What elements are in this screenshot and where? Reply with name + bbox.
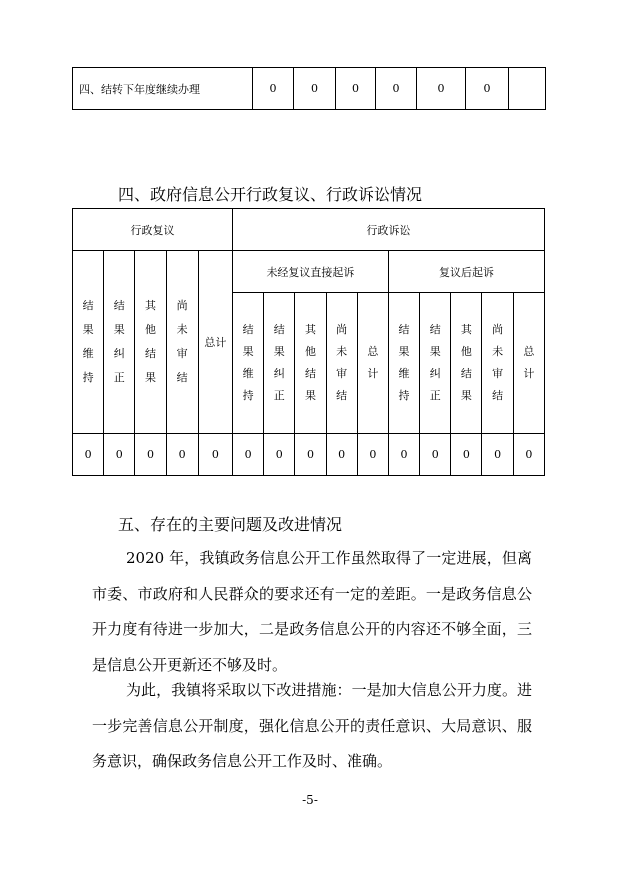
after-value: 0 [451, 434, 482, 476]
direct-col-header: 结果维持 [232, 293, 263, 434]
review-group-header: 行政复议 [73, 209, 233, 251]
review-col-header: 结果纠正 [104, 251, 135, 434]
carryover-value: 0 [376, 68, 417, 110]
carryover-value: 0 [417, 68, 466, 110]
direct-col-header: 尚未审结 [326, 293, 357, 434]
direct-value: 0 [357, 434, 388, 476]
review-value: 0 [166, 434, 198, 476]
after-review-litigation-header: 复议后起诉 [388, 251, 544, 293]
carryover-table [72, 67, 546, 110]
direct-litigation-header: 未经复议直接起诉 [232, 251, 388, 293]
review-value: 0 [135, 434, 166, 476]
direct-value: 0 [295, 434, 326, 476]
after-value: 0 [482, 434, 513, 476]
carryover-label: 四、结转下年度继续办理 [73, 68, 253, 110]
direct-value: 0 [326, 434, 357, 476]
after-col-header: 结果纠正 [420, 293, 451, 434]
header-row-1 [73, 209, 545, 251]
after-col-header: 尚未审结 [482, 293, 513, 434]
review-value: 0 [104, 434, 135, 476]
header-row-2 [73, 251, 545, 293]
after-col-header: 其他结果 [451, 293, 482, 434]
litigation-group-header: 行政诉讼 [232, 209, 544, 251]
review-col-header: 其他结果 [135, 251, 166, 434]
carryover-value: 0 [336, 68, 376, 110]
direct-col-header: 其他结果 [295, 293, 326, 434]
review-col-header: 结果维持 [73, 251, 104, 434]
after-value: 0 [420, 434, 451, 476]
after-value: 0 [513, 434, 544, 476]
review-col-header: 总计 [198, 251, 232, 434]
direct-value: 0 [264, 434, 295, 476]
direct-value: 0 [232, 434, 263, 476]
carryover-value [509, 68, 546, 110]
after-value: 0 [388, 434, 419, 476]
review-litigation-table [72, 208, 545, 476]
carryover-value: 0 [466, 68, 509, 110]
direct-col-header: 结果纠正 [264, 293, 295, 434]
after-col-header: 总计 [513, 293, 544, 434]
review-value: 0 [73, 434, 104, 476]
after-col-header: 结果维持 [388, 293, 419, 434]
review-value: 0 [198, 434, 232, 476]
issues-paragraph: 2020 年，我镇政务信息公开工作虽然取得了一定进展，但离市委、市政府和人民群众的要求还有一定的差距。一是政务信息公开力度有待进一步加大，二是政务信息公开的内容还不够全面，三是信息公开更新还不够及时。 [92, 549, 532, 674]
improvements-paragraph: 为此，我镇将采取以下改进措施：一是加大信息公开力度。进一步完善信息公开制度，强化信息公开的责任意识、大局意识、服务意识，确保政务信息公开工作及时、准确。 [92, 681, 532, 770]
page-number: -5- [302, 793, 318, 807]
section5-heading: 五、存在的主要问题及改进情况 [118, 515, 343, 534]
review-col-header: 尚未审结 [166, 251, 198, 434]
carryover-row [73, 68, 546, 110]
carryover-value: 0 [253, 68, 294, 110]
direct-col-header: 总计 [357, 293, 388, 434]
values-row [73, 434, 545, 476]
section4-heading: 四、政府信息公开行政复议、行政诉讼情况 [118, 185, 423, 204]
carryover-value: 0 [294, 68, 336, 110]
